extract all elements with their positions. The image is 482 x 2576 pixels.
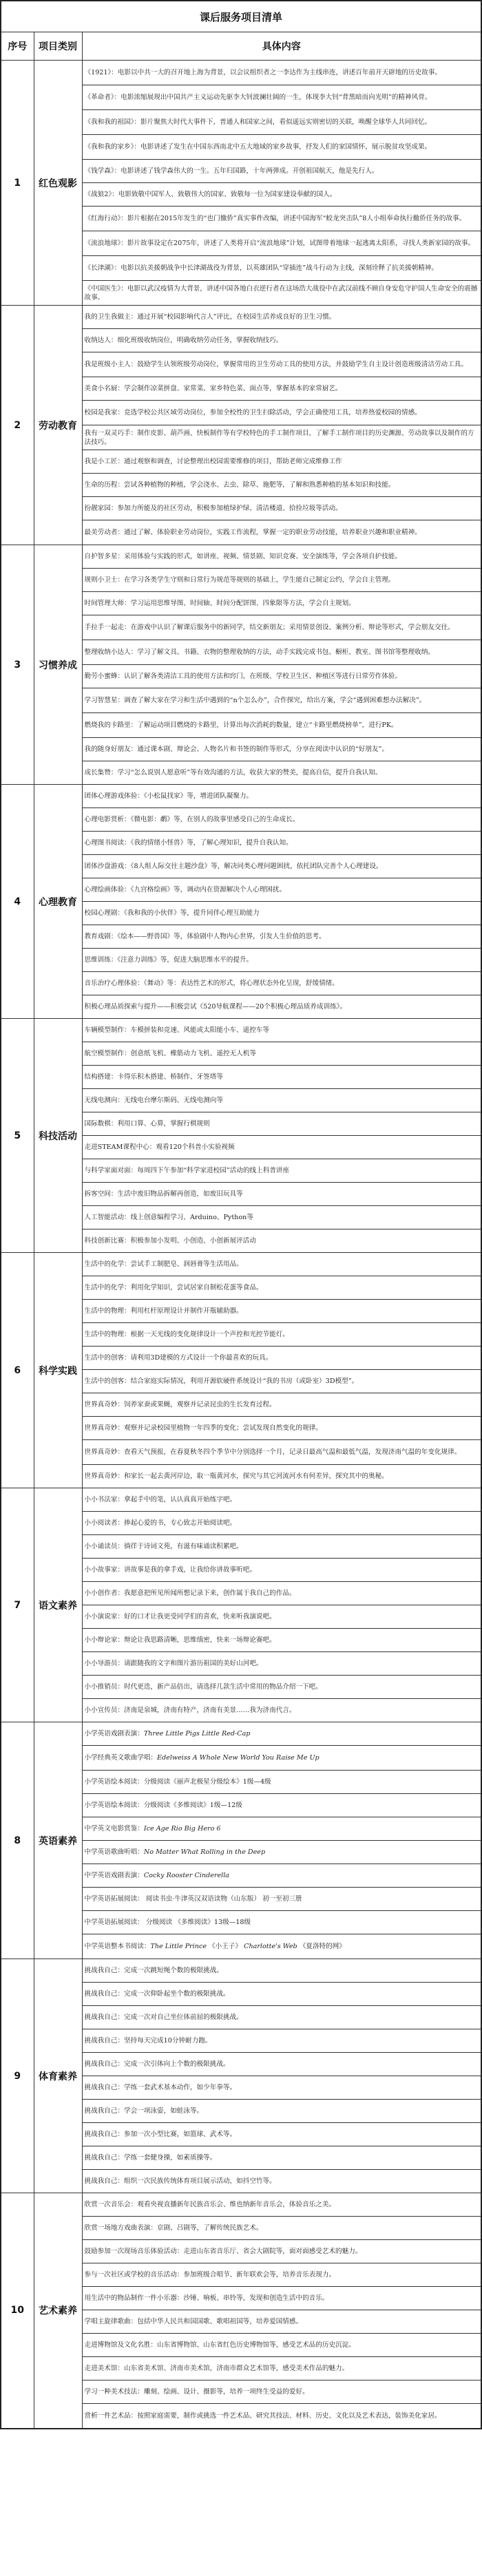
- row-number: 9: [1, 1959, 34, 2193]
- content-item: 《革命者》：电影浓缩展现出中国共产主义运动先驱李大钊波澜壮阔的一生，体现李大钊“背黑暗而向光明”的精神风骨。: [82, 85, 481, 110]
- content-item: 鼓励参加一次现场音乐体验活动：走进山东省音乐厅、省会大剧院等，面对面感受艺术的魅力。: [82, 2240, 481, 2263]
- content-item: 《战狼2》：电影致敬中国军人、致敬伟大的国家、致敬每一位为国家建设奉献的国人。: [82, 183, 481, 207]
- table-row: [1, 2193, 481, 2217]
- table-row: [1, 61, 481, 85]
- content-item: 无线电测向：无线电台摩尔斯码、无线电测向等: [82, 1089, 481, 1112]
- content-item: [82, 1864, 481, 1888]
- content-item: 与科学家面对面：每周四下午参加“科学家进校园”活动的线上科普讲座: [82, 1159, 481, 1183]
- content-item: 我的卫生我做主：通过开展“校园影响代言人”评比，在校园生活养成良好的卫生习惯。: [82, 306, 481, 329]
- content-item: 规则小卫士：在学习各类学生守则和日常行为规范等规则的基础上，学生能自己制定公约，学会自主管理。: [82, 569, 481, 592]
- item-text: 《小王子》: [207, 1943, 244, 1950]
- row-number: 7: [1, 1488, 34, 1722]
- content-item: [82, 1746, 481, 1771]
- item-text: 中学英文电影赏鉴：: [84, 1825, 144, 1833]
- content-item: 赏析一件艺术品：按照家庭需要，制作或挑选一件艺术品、研究其技法、材料、历史、文化以及艺术表达，装饰美化家居。: [82, 2404, 481, 2429]
- table-row: [1, 545, 481, 569]
- content-item: 小小诵读员：徜徉于诗词文苑，有滋有味诵读积累吧。: [82, 1535, 481, 1559]
- header-content: 具体内容: [82, 32, 481, 61]
- english-title: The Little Prince: [150, 1943, 207, 1950]
- content-item: 挑战我自己：完成一次引体向上个数的极限挑战。: [82, 2053, 481, 2076]
- row-number: 10: [1, 2193, 34, 2429]
- content-item: 积极心理品质探索与提升——积极尝试《520导航课程——20个积极心理品质养成训练》。: [82, 995, 481, 1019]
- content-item: 挑战我自己：完成一次跳短绳个数的极限挑战。: [82, 1959, 481, 1983]
- content-item: 世界真奇妙：查看天气预报，在春夏秋冬四个季节中分别选择一个月，记录日最高气温和最低气温，发现济南气温的年变化规律。: [82, 1440, 481, 1465]
- table-row: [1, 1722, 481, 1746]
- content-item: 生活中的物理：根据一天光线的变化规律设计一个声控和光控节能灯。: [82, 1323, 481, 1347]
- content-item: 走进博物馆及文化名胜：山东省博物馆、山东省红色历史博物馆等，感受艺术品的历史沉淀。: [82, 2334, 481, 2357]
- content-item: 走进STEAM课程中心：观看120个科普小实验视频: [82, 1136, 481, 1159]
- content-item: 航空模型制作：创意纸飞机、橡筋动力飞机、遥控无人机等: [82, 1042, 481, 1066]
- content-item: 学习智慧星：调查了解大家在学习和生活中遇到的“n个怎么办”，合作探究，给出方案，学会“遇到困难想办法解决”。: [82, 688, 481, 713]
- header-category: 项目类别: [34, 32, 82, 61]
- content-item: 小小故事家：讲故事是我的拿手戏，让我给你讲故事听吧。: [82, 1559, 481, 1582]
- content-item: 世界真奇妙：和家长一起去黄河岸边，取一瓶黄河水，探究与其它河流河水有何差异，探究其中的奥秘。: [82, 1465, 481, 1488]
- content-item: 挑战我自己：学会一项泳姿，如蛙泳等。: [82, 2100, 481, 2123]
- content-item: 音乐治疗心理体验：《舞动》等：表达性艺术的形式，将心理状态外化呈现，舒缓情绪。: [82, 972, 481, 995]
- content-item: 我有一双灵巧手：制作皮影、葫芦画、快板制作等有学校特色的手工制作项目，了解手工制作项目的历史渊源、劳动故事以及制作的方法技巧。: [82, 425, 481, 450]
- content-item: 《我和我的祖国》：影片聚焦大时代大事件下，普通人和国家之间，看似遥远实则密切的关联，唤醒全球华人共同回忆。: [82, 110, 481, 135]
- content-item: 校园心理剧：《我和我的小伙伴》等，提升同伴心理互助能力: [82, 902, 481, 925]
- row-number: 1: [1, 61, 34, 306]
- content-item: 《长津湖》：电影以抗美援朝战争中长津湖战役为背景，以英雄团队“穿插连”战斗行动为主线，深刻诠释了抗美援朝精神。: [82, 256, 481, 281]
- category-label: 科技活动: [34, 1019, 82, 1253]
- content-item: 收纳达人：细化班级收纳岗位，明确收纳劳动任务，掌握收纳技巧。: [82, 329, 481, 352]
- content-item: 挑战我自己：学练一套健身操，如素质操等。: [82, 2146, 481, 2170]
- content-item: 生命的历程：尝试各种植物的种植，学会浇水、去虫、除草、施肥等，了解和熟悉种植的基本知识和技能。: [82, 474, 481, 497]
- content-item: 生活中的创客：结合家庭实际情况，利用开源软硬件系统设计“我的书房（或卧室）3D模型”。: [82, 1370, 481, 1393]
- category-label: 科学实践: [34, 1253, 82, 1488]
- content-item: 欣赏一次音乐会：观看央视直播新年民族音乐会、维也纳新年音乐会，体验音乐之美。: [82, 2193, 481, 2217]
- content-item: 学习一种美术技法：雕刻、绘画、设计、摄影等，培养一项终生受益的爱好。: [82, 2380, 481, 2404]
- content-item: 小小演说家：好的口才让我更受同学们的喜欢，快来听我演说吧。: [82, 1605, 481, 1629]
- row-number: 4: [1, 785, 34, 1019]
- document-title: 课后服务项目清单: [1, 1, 481, 32]
- content-item: [82, 1794, 481, 1817]
- content-item: 团体心理游戏体验：《小松鼠找家》等，增进团队凝聚力。: [82, 785, 481, 808]
- item-text: 《夏洛特的网》: [297, 1943, 346, 1950]
- content-item: 团体沙盘游戏：《8人组人际交往主题沙盘》等，解决同类心理问题困扰，依托团队完善个人心理建设。: [82, 855, 481, 878]
- table-row: [1, 1959, 481, 1983]
- english-title: Charlotte's Web: [244, 1943, 297, 1950]
- content-item: 挑战我自己：完成一次对自己坐位体前屈的极限挑战。: [82, 2006, 481, 2029]
- content-item: 用生活中的物品制作一件小乐器：沙锤、响板、串铃等，发现和创造生活中的音乐。: [82, 2287, 481, 2310]
- content-item: 世界真奇妙：饲养家蚕或果蝇，观察并记录昆虫的生长发育过程。: [82, 1393, 481, 1417]
- table-row: [1, 785, 481, 808]
- content-item: 时间管理大师：学习运用思维导图、时间轴、时间分配饼图、四象限等方法，学会自主规划。: [82, 592, 481, 615]
- item-text: 中学英语歌曲听唱：: [84, 1848, 144, 1856]
- content-item: 拆客空间：生活中废旧物品拆解再创造，如废旧玩具等: [82, 1183, 481, 1206]
- content-item: [82, 1722, 481, 1746]
- content-item: 参与一次社区或学校的音乐活动：参加班级合唱节、新年联欢会等，培养音乐表现力。: [82, 2263, 481, 2287]
- row-number: 8: [1, 1722, 34, 1959]
- english-title: Three Little Pigs Little Red-Cap: [143, 1730, 251, 1738]
- content-item: 车辆模型制作：车模拼装和竞速、风能或太阳能小车、遥控车等: [82, 1019, 481, 1042]
- item-text: 小学英语绘本阅读：分级阅读《多维阅读》1级—12级: [84, 1802, 242, 1809]
- content-item: [82, 1817, 481, 1841]
- content-item: 生活中的化学：尝试手工制肥皂、润唇膏等生活用品。: [82, 1253, 481, 1276]
- item-text: 小学英语戏剧表演：: [84, 1730, 144, 1738]
- content-item: 《我和我的家乡》：电影讲述了发生在中国东西南北中五大地域的家乡故事，抒发人们的家国情怀，展示脱贫攻坚成果。: [82, 135, 481, 160]
- content-item: 挑战我自己：坚持每天完成10分钟耐力跑。: [82, 2029, 481, 2053]
- category-label: 英语素养: [34, 1722, 82, 1959]
- content-item: 小小推销员：时代更迭，新产品倍出，请选择几款生活中常用的物品介绍一下吧。: [82, 1676, 481, 1699]
- row-number: 6: [1, 1253, 34, 1488]
- content-item: 整理收纳小达人：学习了解文具、书籍、衣物的整理收纳的方法，动手实践完成书包、橱柜、教室、图书馆等整理收纳。: [82, 640, 481, 665]
- table-row: [1, 306, 481, 329]
- content-item: 走进美术馆：山东省美术馆、济南市美术馆，济南市群众艺术馆等，感受美术作品的魅力。: [82, 2357, 481, 2380]
- item-text: 中学英语拓展阅读： 阅读书虫·牛津英汉双语读物（山东版） 初一至初三册: [84, 1895, 302, 1903]
- content-item: 教育戏剧：《绘本——野兽国》等，体验剧中人物内心世界，引发人生价值的思考。: [82, 925, 481, 949]
- content-item: 思维训练：《注意力训练》等，促进大脑思维水平的提升。: [82, 949, 481, 972]
- item-text: 中学英语整本书阅读：: [84, 1943, 151, 1950]
- category-label: 心理教育: [34, 785, 82, 1019]
- content-item: 心理电影赏析：《微电影：鹬》等，在别人的故事里感受自己的生命成长。: [82, 808, 481, 832]
- content-item: 最美劳动者：通过了解、体验职业劳动岗位，实践工作流程，掌握一定的职业劳动技能，培养职业兴趣和职业精神。: [82, 520, 481, 545]
- item-text: 小学英语绘本阅读：分级阅读《丽声北极星分级绘本》1级—4级: [84, 1778, 271, 1786]
- content-item: 挑战我自己：学练一套武术基本动作，如少年拳等。: [82, 2076, 481, 2100]
- content-item: 学唱主旋律歌曲：包括中华人民共和国国歌、歌唱祖国等，培养爱国情感。: [82, 2310, 481, 2334]
- english-title: Ice Age Rio Big Hero 6: [143, 1825, 221, 1833]
- table-row: [1, 1019, 481, 1042]
- content-item: 《流浪地球》：影片故事设定在2075年，讲述了人类将开启“流浪地球”计划，试图带着地球一起逃离太阳系，寻找人类新家园的故事。: [82, 231, 481, 256]
- category-label: 劳动教育: [34, 306, 82, 545]
- content-item: 科技创新比赛：积极参加小发明、小创造、小创新展评活动: [82, 1229, 481, 1253]
- content-item: 小小宣传员：济南是泉城，济南有特产，济南有美景……我为济南代言。: [82, 1699, 481, 1722]
- content-item: 小小导游员：请跟随我的文字和图片游历祖国的美好山河吧。: [82, 1652, 481, 1676]
- content-item: 小小创作者：我愿意把所见所闻所想记录下来，创作属于我自己的作品。: [82, 1582, 481, 1605]
- english-title: Cocky Rooster Cinderella: [143, 1872, 230, 1879]
- header-num: 序号: [1, 32, 34, 61]
- content-item: [82, 1934, 481, 1959]
- content-item: [82, 1888, 481, 1911]
- row-number: 3: [1, 545, 34, 785]
- content-item: 校园是我家：竞选学校公共区域劳动岗位，参加全校性的卫生扫除活动，学会正确使用工具，培养热爱校园的情感。: [82, 401, 481, 425]
- row-number: 5: [1, 1019, 34, 1253]
- category-label: 红色观影: [34, 61, 82, 306]
- content-item: 《1921》：电影以中共一大的召开地上海为背景，以会议组织者之一李达作为主线串连，讲述百年前开天辟地的历史故事。: [82, 61, 481, 85]
- content-item: 人工智能活动：线上创意编程学习、Arduino、Python等: [82, 1206, 481, 1229]
- content-item: 心理图书阅读：《我的情绪小怪兽》等，了解心理知识，提升自我认知。: [82, 832, 481, 855]
- content-item: 《钱学森》：电影讲述了钱学森伟大的一生。五年归国路，十年两弹成。开创祖国航天，他是先行人。: [82, 160, 481, 183]
- content-item: 燃烧我的卡路里：了解运动项目燃烧的卡路里，计算出每次消耗的数量，建立“卡路里燃烧榜单”，进行PK。: [82, 713, 481, 738]
- row-number: 2: [1, 306, 34, 545]
- content-item: 结构搭建：卡得乐积木搭建、桥制作、牙签塔等: [82, 1066, 481, 1089]
- content-item: 小小阅读者：捧起心爱的书，专心致志开始阅读吧。: [82, 1512, 481, 1535]
- content-item: 美食小名厨：学会制作凉菜拼盘、家常菜、家乡特色菜、面点等，掌握基本的家常厨艺。: [82, 377, 481, 401]
- content-item: 欣赏一场地方戏曲表演：京剧、吕剧等，了解传统民族艺术。: [82, 2217, 481, 2240]
- english-title: No Matter What Rolling in the Deep: [143, 1848, 266, 1856]
- content-item: 《红海行动》：影片根据在2015年发生的“也门撤侨”真实事件改编，讲述中国海军“蛟龙突击队”8人小组奉命执行撤侨任务的故事。: [82, 207, 481, 231]
- item-text: 中学英语拓展阅读： 分级阅读 《多维阅读》13级—18级: [84, 1919, 251, 1926]
- content-item: 挑战我自己：组织一次民族传统体育项目展示活动，如抖空竹等。: [82, 2170, 481, 2193]
- content-item: 手拉手一起走：在游戏中认识了解课后服务中的新同学，结交新朋友；采用情景创设、案例分析、辩论等形式，学会朋友交往。: [82, 615, 481, 640]
- item-text: 小学经典英文歌曲学唱：: [84, 1754, 158, 1762]
- content-item: 生活中的创客：请利用3D建模的方式设计一个你最喜欢的玩具。: [82, 1347, 481, 1370]
- content-item: 生活中的化学：利用化学知识，尝试居家自制松花蛋等食品。: [82, 1276, 481, 1300]
- item-text: 中学英语戏剧表演：: [84, 1872, 144, 1879]
- content-item: 扮靓家园：参加力所能及的社区劳动，积极参加植绿护绿、清洁楼道、拾捡垃圾等活动。: [82, 497, 481, 520]
- content-item: 生活中的物理：利用杠杆原理设计并制作开瓶辅助器。: [82, 1300, 481, 1323]
- category-label: 习惯养成: [34, 545, 82, 785]
- table-row: [1, 1488, 481, 1512]
- content-item: [82, 1771, 481, 1794]
- content-item: 挑战我自己：完成一次仰卧起坐个数的极限挑战。: [82, 1983, 481, 2006]
- content-item: 世界真奇妙：观察并记录校园里植物一年四季的变化；尝试发现自然变化的规律。: [82, 1417, 481, 1440]
- content-item: 挑战我自己：参加一次小型比赛，如篮球、武术等。: [82, 2123, 481, 2146]
- content-item: 自护智多星：采用体验与实践的形式，如讲座、视频、情景剧、知识竞赛、安全演练等，学会各项自护技能。: [82, 545, 481, 569]
- content-item: [82, 1841, 481, 1864]
- content-item: 勤劳小蜜蜂：认识了解各类清洁工具的使用方法和窍门，在班级、学校卫生区、种植区等进行日常劳作体验。: [82, 665, 481, 688]
- table-row: [1, 1253, 481, 1276]
- content-item: 国际数棋：利用口算、心算，掌握行棋规则: [82, 1112, 481, 1136]
- content-item: 成长集赞：学习“怎么说别人愿意听”等有效沟通的方法，收获大家的赞美，提高自信，提升自我认知。: [82, 761, 481, 785]
- english-title: Edelweiss A Whole New World You Raise Me Up: [157, 1754, 319, 1762]
- category-label: 语文素养: [34, 1488, 82, 1722]
- content-item: 我是班级小主人：鼓励学生认领班级劳动岗位，掌握常用的卫生劳动工具的使用方法，并鼓励学生自主设计创造班级清洁劳动工具。: [82, 352, 481, 377]
- content-item: 心理绘画体验：《九宫格绘画》等，调动内在资源解决个人心理困扰。: [82, 878, 481, 902]
- content-item: 我的随身好朋友：通过课本剧、辩论会、人物名片和书签的制作等形式，分享在阅读中认识的“好朋友”。: [82, 738, 481, 761]
- content-item: 《中国医生》：电影以武汉疫情为大背景，讲述中国各地白衣逆行者在这场浩大战役中在武汉前线不顾自身安危守护国人生命安全的震撼故事。: [82, 281, 481, 306]
- category-label: 艺术素养: [34, 2193, 82, 2429]
- table-body: [1, 61, 481, 2429]
- category-label: 体育素养: [34, 1959, 82, 2193]
- content-item: 小小书法家：拿起手中的笔，认认真真开始练字吧。: [82, 1488, 481, 1512]
- content-item: [82, 1911, 481, 1934]
- content-item: 小小辩论家：辩论让我思路清晰，思维缜密，快来一场辩论赛吧。: [82, 1629, 481, 1652]
- content-item: 我是小工匠：通过观察和调查，讨论整理出校园需要维修的项目，帮助老师完成维修工作: [82, 450, 481, 474]
